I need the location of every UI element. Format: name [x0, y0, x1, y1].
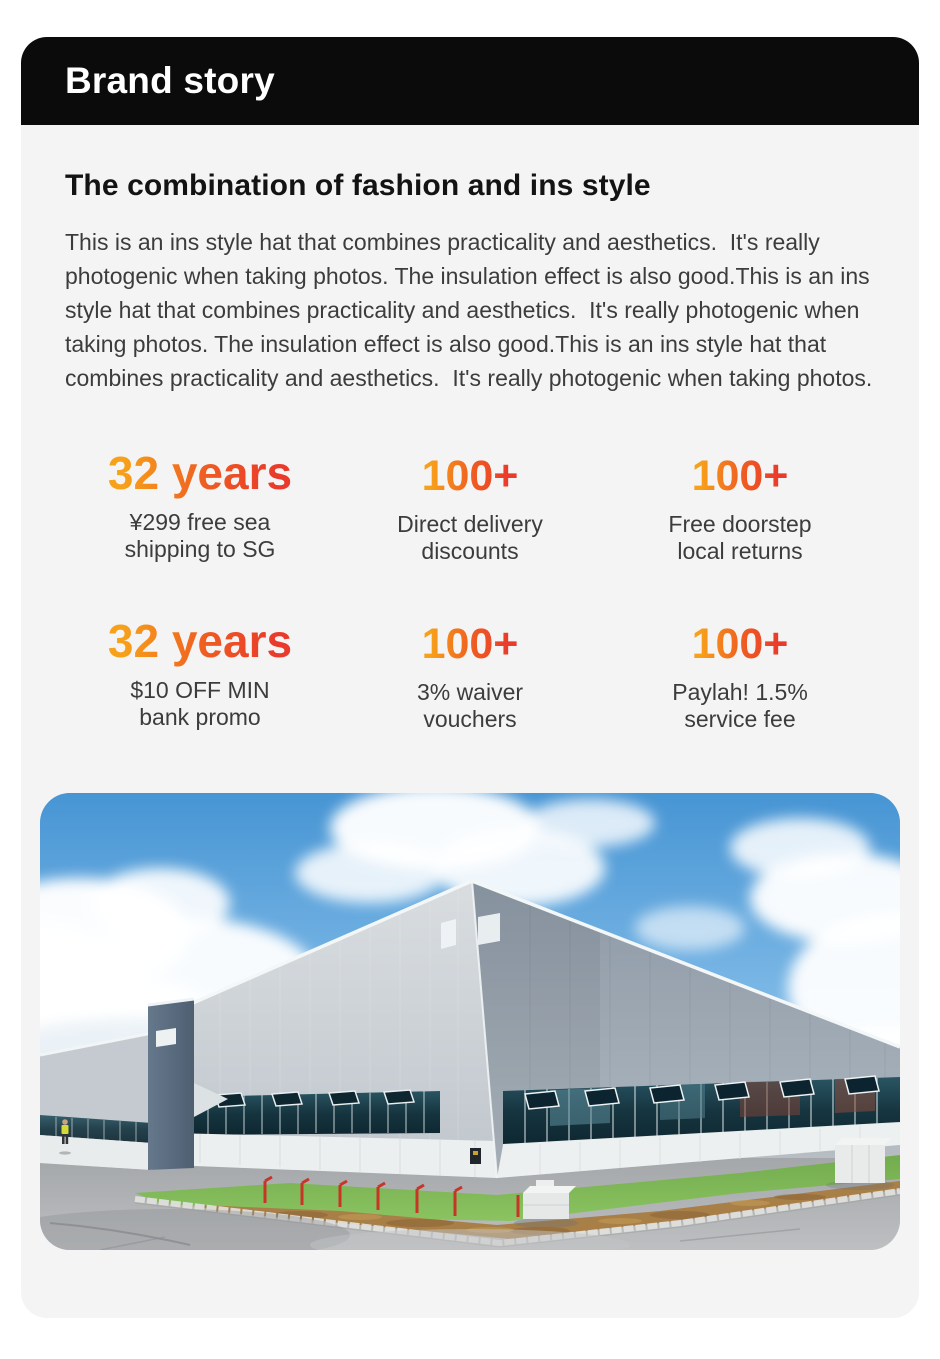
stat-item: [65, 615, 335, 733]
stat-label-line: 3% waiver: [416, 678, 524, 705]
story-heading: The combination of fashion and ins style: [65, 169, 651, 202]
stat-label-line: bank promo: [139, 704, 261, 731]
stat-label: [335, 679, 605, 733]
stat-value: 100+: [691, 619, 789, 668]
stat-value: 100+: [421, 619, 519, 668]
stat-label-line: shipping to SG: [124, 536, 276, 563]
stat-label-line: vouchers: [423, 705, 517, 732]
brand-story-content: [21, 169, 919, 733]
stats-grid: [65, 447, 875, 733]
stat-value: 32 years: [107, 614, 293, 667]
stat-label-line: ¥299 free sea: [129, 509, 271, 536]
stat-label-line: discounts: [421, 537, 519, 564]
stat-label-line: local returns: [677, 537, 803, 564]
stat-item: [335, 447, 605, 565]
factory-photo-illustration: [40, 793, 900, 1250]
brand-story-card: [21, 37, 919, 1318]
story-paragraph: This is an ins style hat that combines practicality and aesthetics. It's really photogenic when taking photos. The insulation effect is also good.This is an ins style hat that combines practicality and aesthetics. It's really photogenic when taking photos. The insulation effect is also good.This is an ins style hat that combines practicality and aesthetics. It's really photogenic when taking photos.: [65, 229, 877, 391]
stat-label-line: Paylah! 1.5%: [672, 678, 808, 705]
stat-label-line: Direct delivery: [397, 510, 543, 537]
stat-item: [605, 615, 875, 733]
factory-photo: [40, 793, 900, 1250]
stat-item: [335, 615, 605, 733]
stat-label: [605, 511, 875, 565]
stat-label-line: service fee: [684, 705, 796, 732]
stat-item: [65, 447, 335, 565]
stat-value: 100+: [421, 452, 519, 500]
stat-label: [605, 679, 875, 733]
stat-label: [65, 509, 335, 563]
stat-value: 100+: [691, 452, 789, 500]
stat-label-line: Free doorstep: [668, 510, 812, 537]
stat-value: 32 years: [107, 447, 293, 499]
section-title: Brand story: [65, 60, 275, 101]
stat-label: [335, 511, 605, 565]
stat-label-line: $10 OFF MIN: [130, 677, 270, 704]
stat-item: [605, 447, 875, 565]
brand-story-header: [21, 37, 919, 125]
stat-label: [65, 677, 335, 731]
